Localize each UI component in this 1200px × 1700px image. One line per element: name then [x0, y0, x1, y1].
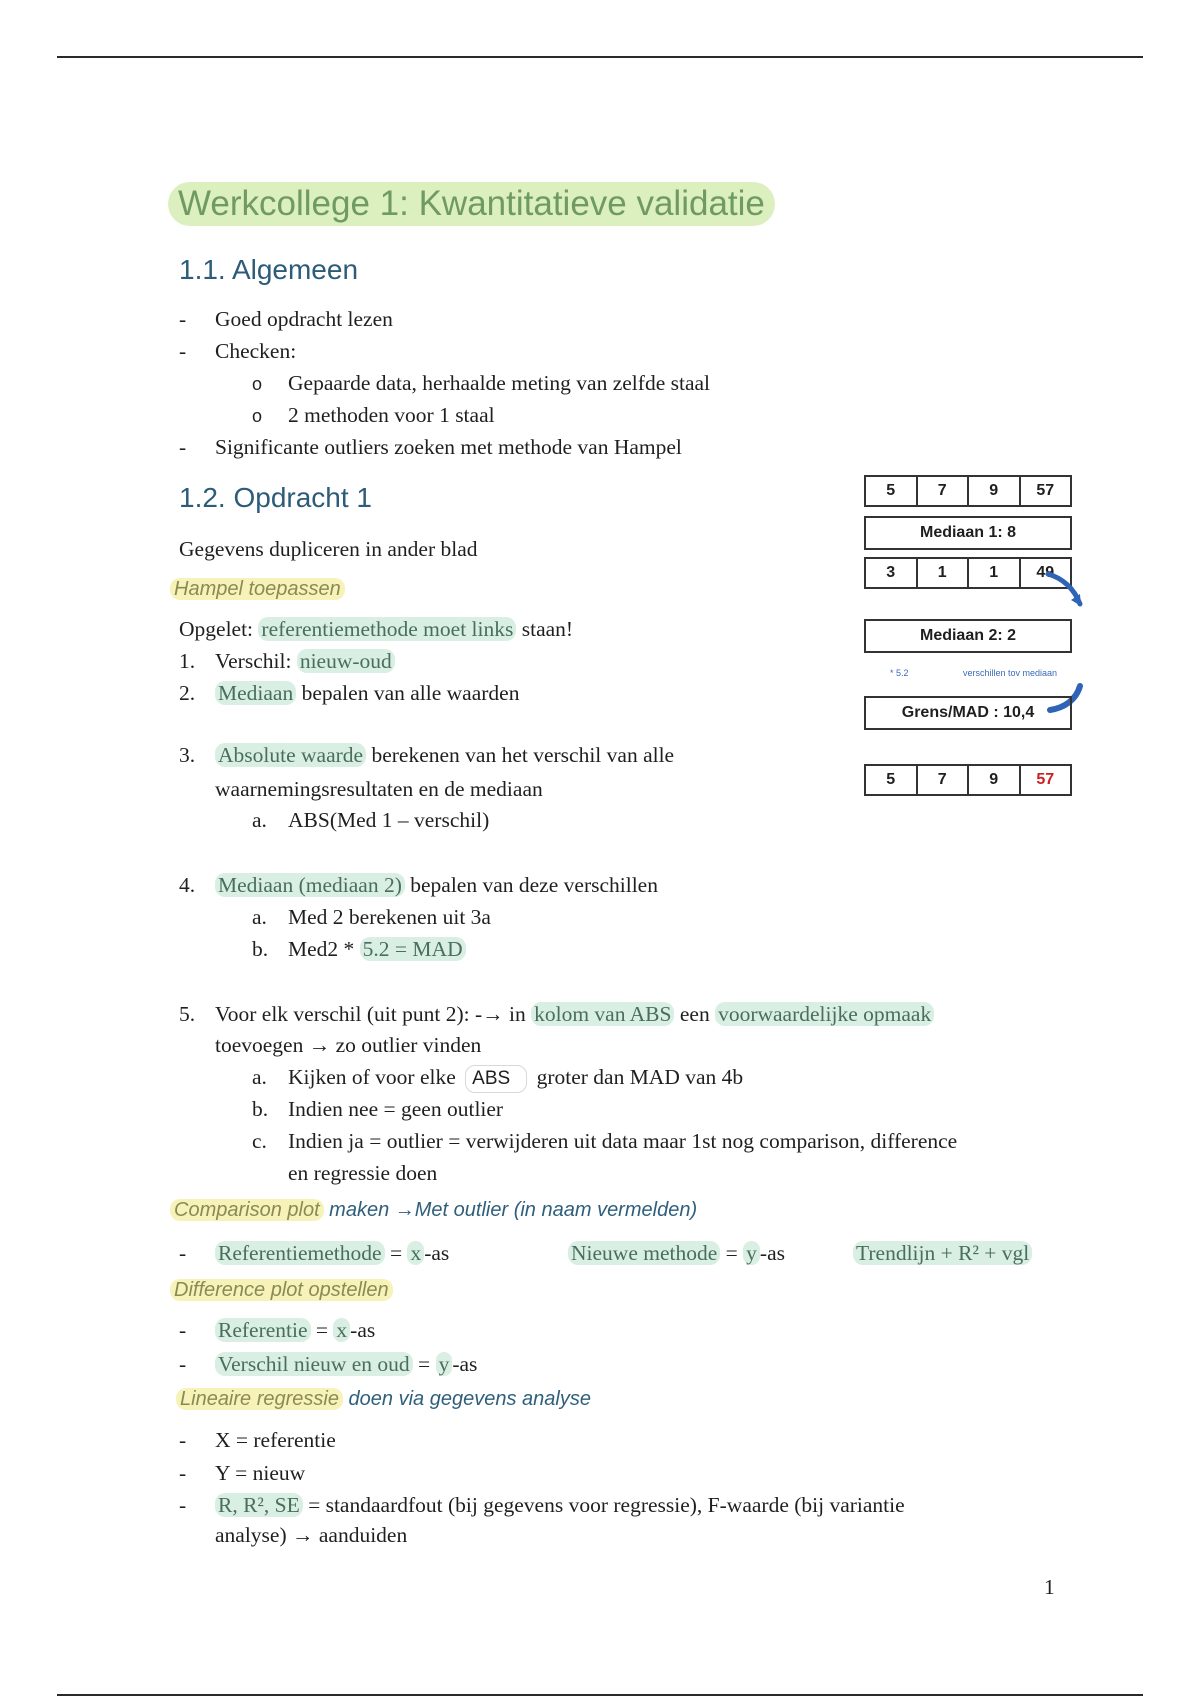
grens-mad-box: Grens/MAD : 10,4	[864, 696, 1072, 730]
bottom-rule	[57, 1694, 1143, 1696]
step-5-line2: toevoegen → zo outlier vinden	[215, 1033, 482, 1057]
table-cell: 9	[969, 766, 1021, 794]
table-cell: 49	[1036, 564, 1055, 581]
section-heading-opdracht: 1.2. Opdracht 1	[179, 482, 373, 513]
table-cell: 7	[918, 477, 970, 505]
step-5: 5. Voor elk verschil (uit punt 2): -→ in kolom van ABS een voorwaardelijke opmaak	[179, 999, 934, 1029]
list-item: - Goed opdracht lezen	[179, 307, 393, 331]
page-number: 1	[1044, 1575, 1055, 1599]
note-verschillen: verschillen tov mediaan	[963, 668, 1058, 678]
regression-item-line2: analyse) → aanduiden	[215, 1523, 408, 1547]
table-cell: 1	[918, 559, 970, 587]
step-3: 3. Absolute waarde berekenen van het verschil van alle	[179, 743, 675, 767]
comparison-line-y: Nieuwe methode = y -as	[568, 1238, 785, 1268]
comparison-line: - Referentiemethode = x -as	[179, 1241, 450, 1265]
step-5c: c. Indien ja = outlier = verwijderen uit data maar 1st nog comparison, difference	[252, 1129, 958, 1153]
difference-item: - Verschil nieuw en oud = y -as	[179, 1352, 478, 1376]
difference-item: - Referentie = x -as	[179, 1318, 376, 1342]
values-row-2	[864, 557, 1072, 589]
list-item: - Significante outliers zoeken met methode van Hampel	[179, 435, 682, 459]
subheading-regression: Lineaire regressie doen via gegevens analyse	[176, 1388, 591, 1411]
step-2: 2. Mediaan bepalen van alle waarden	[179, 681, 520, 705]
curved-arrow-icon	[1044, 570, 1084, 610]
subheading-hampel: Hampel toepassen	[170, 578, 345, 601]
step-4a: a. Med 2 berekenen uit 3a	[252, 905, 491, 929]
table-cell: 1	[969, 559, 1021, 587]
list-subitem: o Gepaarde data, herhaalde meting van zelfde staal	[252, 371, 711, 395]
values-row-3	[864, 764, 1072, 796]
step-4: 4. Mediaan (mediaan 2) bepalen van deze verschillen	[179, 873, 658, 897]
step-4b: b. Med2 * 5.2 = MAD	[252, 934, 466, 964]
top-rule	[57, 56, 1143, 58]
subheading-difference: Difference plot opstellen	[170, 1279, 393, 1302]
opgelet-text: Opgelet: referentiemethode moet links staan!	[179, 617, 574, 641]
abs-handwritten-label: ABS	[465, 1065, 527, 1093]
step-3a: a. ABS(Med 1 – verschil)	[252, 808, 490, 832]
list-item: - Checken:	[179, 339, 297, 363]
step-3-line2: waarnemingsresultaten en de mediaan	[215, 777, 543, 801]
step-5b: b. Indien nee = geen outlier	[252, 1097, 504, 1121]
step-5a: a. Kijken of voor elke ABS groter dan MAD van 4b	[252, 1062, 743, 1093]
table-cell: 3	[866, 559, 918, 587]
note-factor: * 5.2	[890, 668, 909, 678]
step-1: 1. Verschil: nieuw-oud	[179, 646, 395, 676]
regression-item: - X = referentie	[179, 1428, 336, 1452]
mediaan-1-box: Mediaan 1: 8	[864, 516, 1072, 550]
table-cell: 9	[969, 477, 1021, 505]
outlier-cell: 57	[1036, 771, 1055, 788]
values-row-1	[864, 475, 1072, 507]
regression-item: - R, R², SE = standaardfout (bij gegevens voor regressie), F-waarde (bij variantie	[179, 1493, 905, 1517]
table-cell: 5	[866, 766, 918, 794]
mediaan-2-box: Mediaan 2: 2	[864, 619, 1072, 653]
table-cell: 57	[1036, 482, 1055, 499]
table-cell: 7	[918, 766, 970, 794]
subheading-comparison: Comparison plot maken →Met outlier (in naam vermelden)	[170, 1199, 697, 1222]
table-cell: 5	[866, 477, 918, 505]
comparison-line-trend: Trendlijn + R² + vgl	[853, 1238, 1032, 1268]
page-title: Werkcollege 1: Kwantitatieve validatie	[168, 182, 775, 226]
regression-item: - Y = nieuw	[179, 1461, 306, 1485]
step-5c-line2: en regressie doen	[288, 1161, 438, 1185]
intro-text: Gegevens dupliceren in ander blad	[179, 537, 478, 561]
list-subitem: o 2 methoden voor 1 staal	[252, 403, 495, 427]
section-heading-algemeen: 1.1. Algemeen	[179, 254, 359, 285]
